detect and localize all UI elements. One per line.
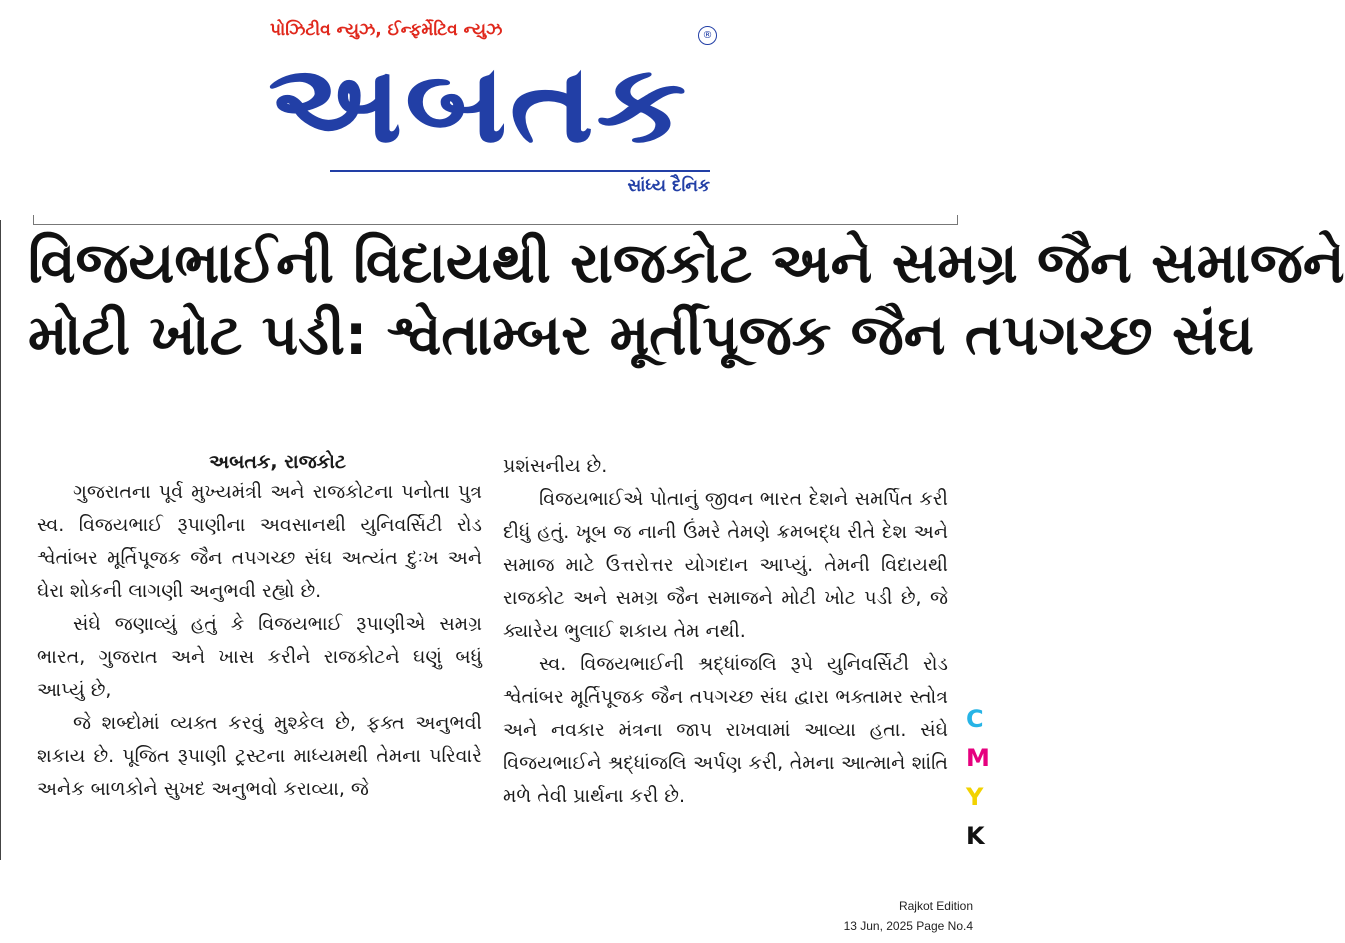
logo-underline: [330, 170, 710, 172]
edition-name: Rajkot Edition: [898, 899, 973, 913]
cmyk-black: K: [966, 822, 985, 850]
cmyk-registration-marks: [966, 700, 990, 856]
paragraph: ગુજરાતના પૂર્વ મુખ્યમંત્રી અને રાજકોટના પનોતા પુત્ર સ્વ. વિજયભાઈ રૂપાણીના અવસાનથી યુનિવર્સિટી રોડ શ્વેતાંબર મૂર્તિપૂજક જૈન તપગચ્છ સંઘ અત્યંત દુઃખ અને ઘેરા શોકની લાગણી અનુભવી રહ્યો છે.: [37, 481, 482, 602]
article-byline: અબતક, રાજકોટ: [209, 451, 346, 473]
paragraph: વિજયભાઈએ પોતાનું જીવન ભારત દેશને સમર્પિત કરી દીધું હતું. ખૂબ જ નાની ઉંમરે તેમણે ક્રમબદ્ધ રીતે દેશ અને સમાજ માટે ઉત્તરોત્તર યોગદાન આપ્યું. તેમની વિદાયથી રાજકોટ અને સમગ્ર જૈન સમાજને મોટી ખોટ પડી છે, જે ક્યારેય ભુલાઈ શકાય તેમ નથી.: [503, 488, 948, 642]
cmyk-yellow: Y: [966, 783, 984, 811]
masthead-divider: [33, 224, 958, 225]
paragraph: સ્વ. વિજયભાઈની શ્રદ્ધાંજલિ રૂપે યુનિવર્સિટી રોડ શ્વેતાંબર મૂર્તિપૂજક જૈન તપગચ્છ સંઘ દ્વારા ભક્તામર સ્તોત્ર અને નવકાર મંત્રના જાપ રાખવામાં આવ્યા હતા. સંઘે વિજયભાઈને શ્રદ્ધાંજલિ અર્પણ કરી, તેમના આત્માને શાંતિ મળે તેવી પ્રાર્થના કરી છે.: [503, 653, 948, 807]
article-headline: [28, 228, 1345, 372]
headline-line-1: વિજયભાઈની વિદાયથી રાજકોટ અને સમગ્ર જૈન સમાજને: [28, 231, 1345, 296]
page-edge-line: [0, 220, 1, 860]
headline-line-2: મોટી ખોટ પડી: શ્વેતામ્બર મૂર્તીપૂજક જૈન તપગચ્છ સંઘ: [28, 303, 1255, 368]
masthead-subtitle: સાંધ્ય દૈનિક: [627, 176, 710, 196]
article-column-left: [37, 448, 482, 806]
masthead: [0, 0, 985, 215]
paragraph-continuation: પ્રશંસનીય છે.: [503, 455, 608, 477]
article-column-right: [503, 450, 948, 813]
edition-info: [773, 896, 973, 936]
masthead-tagline: પોઝિટીવ ન્યુઝ, ઈન્ફર્મેટિવ ન્યુઝ: [270, 20, 503, 40]
newspaper-logo: અબતક: [268, 42, 689, 167]
cmyk-magenta: M: [966, 744, 990, 772]
registered-mark: ®: [698, 26, 717, 45]
cmyk-cyan: C: [966, 705, 984, 733]
frame-right-tick: [957, 215, 958, 225]
paragraph: સંઘે જણાવ્યું હતું કે વિજયભાઈ રૂપાણીએ સમગ્ર ભારત, ગુજરાત અને ખાસ કરીને રાજકોટને ઘણું બધું આપ્યું છે,: [37, 613, 482, 701]
paragraph: જે શબ્દોમાં વ્યક્ત કરવું મુશ્કેલ છે, ફક્ત અનુભવી શકાય છે. પૂજિત રૂપાણી ટ્રસ્ટના માધ્યમથી તેમના પરિવારે અનેક બાળકોને સુખદ અનુભવો કરાવ્યા, જે: [37, 712, 482, 800]
edition-date-page: 13 Jun, 2025 Page No.4: [843, 919, 973, 933]
